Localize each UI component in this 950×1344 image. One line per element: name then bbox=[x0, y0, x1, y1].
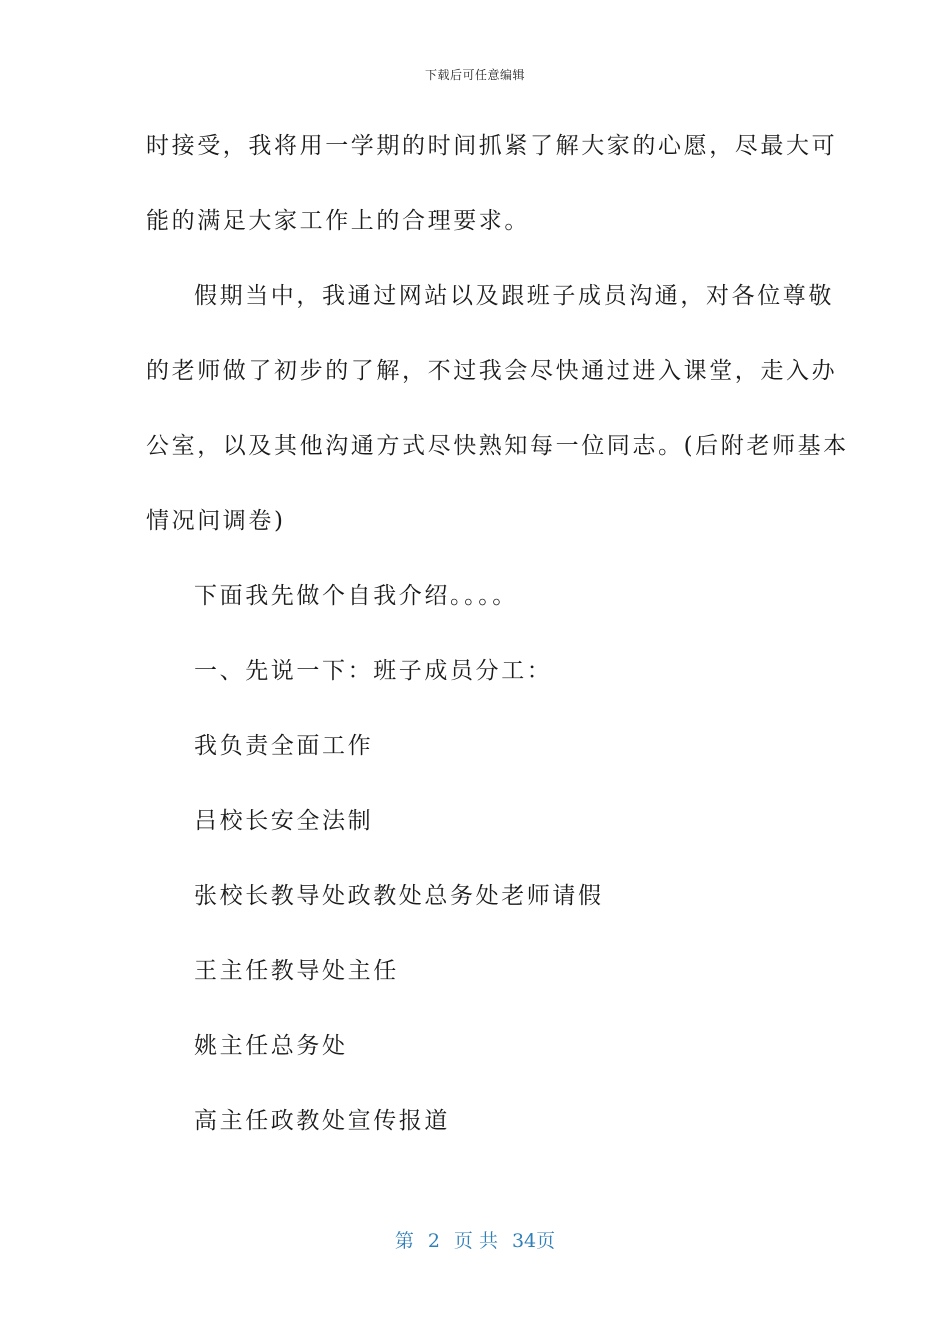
paragraph-line: 能的满足大家工作上的合理要求。 bbox=[146, 208, 530, 234]
list-item: 张校长教导处政教处总务处老师请假 bbox=[194, 883, 604, 909]
page-header: 下载后可任意编辑 bbox=[424, 68, 525, 82]
document-body bbox=[146, 124, 849, 1174]
paragraph-line: 公室，以及其他沟通方式尽快熟知每一位同志。(后附老师基本 bbox=[146, 433, 849, 459]
paragraph-line: 假期当中，我通过网站以及跟班子成员沟通，对各位尊敬 bbox=[194, 283, 834, 309]
list-item: 我负责全面工作 bbox=[194, 733, 374, 759]
list-item: 王主任教导处主任 bbox=[194, 958, 399, 984]
paragraph-line: 情况问调卷) bbox=[146, 508, 286, 534]
page-footer bbox=[0, 1226, 950, 1253]
paragraph-line: 时接受，我将用一学期的时间抓紧了解大家的心愿，尽最大可 bbox=[146, 133, 838, 159]
footer-suffix: 页 bbox=[536, 1230, 556, 1252]
paragraph-line: 下面我先做个自我介绍。。。。 bbox=[194, 583, 518, 609]
page-number: 2 bbox=[427, 1230, 440, 1252]
paragraph-line: 的老师做了初步的了解，不过我会尽快通过进入课堂，走入办 bbox=[146, 358, 838, 384]
list-item: 姚主任总务处 bbox=[194, 1033, 348, 1059]
footer-prefix: 第 bbox=[394, 1230, 414, 1252]
section-heading: 一、先说一下：班子成员分工： bbox=[194, 658, 553, 684]
list-item: 吕校长安全法制 bbox=[194, 808, 374, 834]
footer-middle: 页 共 bbox=[453, 1230, 498, 1252]
list-item: 高主任政教处宣传报道 bbox=[194, 1108, 450, 1134]
total-pages: 34 bbox=[511, 1230, 537, 1252]
